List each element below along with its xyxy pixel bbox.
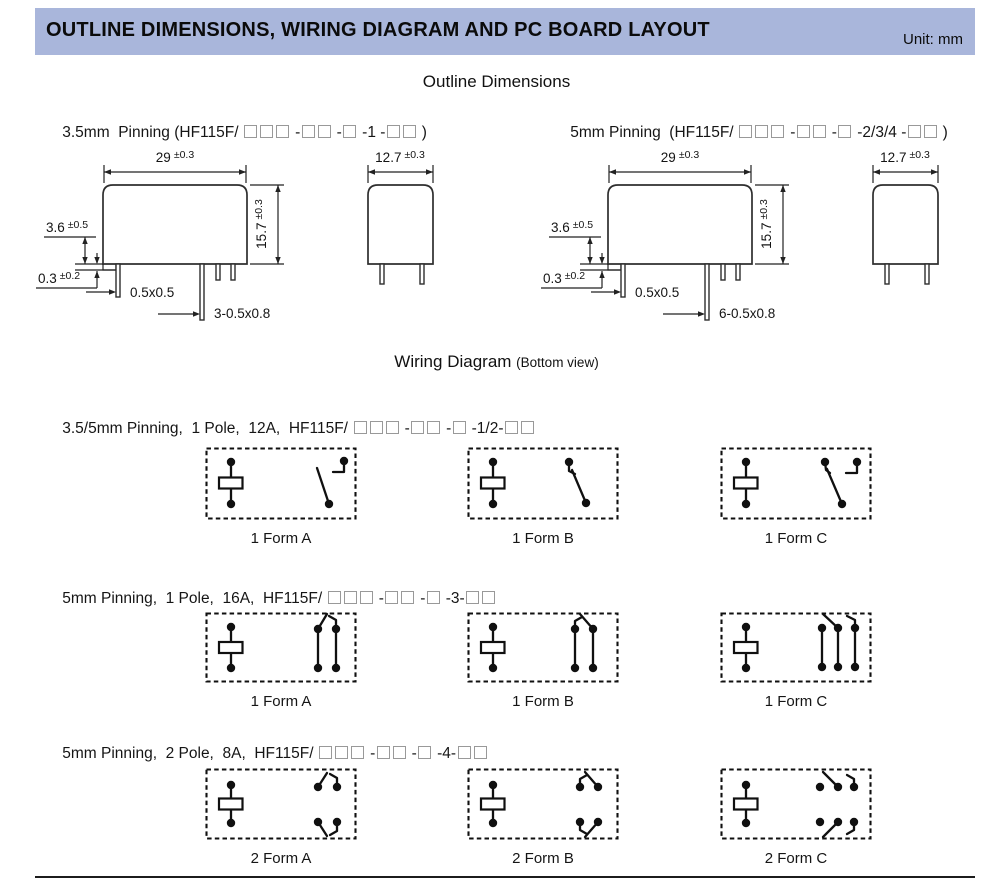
wiring-cell-2-form-b [467,612,619,710]
dim-pins-label: 6-0.5x0.8 [719,306,776,321]
schematic-label: 1 Form B [512,530,574,547]
dim-pin-label: 0.5x0.5 [130,285,175,300]
wiring-title-text: Wiring Diagram [394,352,512,371]
contact-pin [721,264,725,280]
relay-schematic-2-form-a [205,768,357,840]
dim-pin-label: 0.5x0.5 [635,285,680,300]
relay-schematic-1-form-a [205,447,357,520]
schematic-label: 1 Form C [764,530,828,547]
side-pin [380,264,384,284]
bottom-divider [35,876,975,878]
relay-body-front [103,185,247,264]
wiring-cell-3-form-c [720,768,872,867]
contact-pin-long [200,264,204,320]
part-number-boxes: - - -1 - ) [243,124,427,141]
caption-text: 5mm Pinning (HF115F/ [570,124,738,141]
dim-seating-label: 0.3 $^{\pm 0.2}$ [38,270,81,286]
schematic-label: 1 Form A [250,530,312,547]
relay-schematic-2-form-c [720,768,872,840]
outline-section-title: Outline Dimensions [422,72,571,91]
unit-label: Unit: mm [903,31,963,48]
caption-text: 5mm Pinning, 2 Pole, 8A, HF115F/ [62,745,318,762]
caption-text: 3.5/5mm Pinning, 1 Pole, 12A, HF115F/ [62,420,353,437]
dim-width-label: 29 $^{\pm 0.3}$ [660,149,700,165]
wiring-cell-1-form-a [205,447,357,547]
schematic-label: 1 Form B [512,693,574,710]
side-pin [885,264,889,284]
side-pin [420,264,424,284]
relay-schematic-16a-form-a [205,612,357,683]
wiring-subtitle-text: (Bottom view) [516,355,599,370]
schematic-label: 2 Form A [250,850,312,867]
schematic-label: 2 Form B [512,850,574,867]
relay-schematic-1-form-b [467,447,619,520]
part-number-boxes: - - -1/2- [352,420,535,437]
dim-height-label: $15.7^{\pm 0.3}$ [253,199,269,249]
dim-height-label: $15.7^{\pm 0.3}$ [758,199,774,249]
dim-seating-label: 0.3 $^{\pm 0.2}$ [543,270,586,286]
caption-text: 3.5mm Pinning (HF115F/ [62,124,243,141]
dim-standoff-label: 3.6 $^{\pm 0.5}$ [46,219,89,235]
contact-pin [216,264,220,280]
side-pin [925,264,929,284]
wiring-cell-2-form-c [720,612,872,710]
dim-standoff-label: 3.6 $^{\pm 0.5}$ [551,219,594,235]
relay-schematic-1-form-c [720,447,872,520]
wiring-cell-1-form-b [467,447,619,547]
contact-pin [231,264,235,280]
relay-schematic-16a-form-c [720,612,872,683]
schematic-label: 2 Form C [764,850,828,867]
relay-schematic-16a-form-b [467,612,619,683]
outline-drawing-5mm [535,142,993,328]
wiring-section-title [0,352,993,372]
coil-pin [116,264,120,297]
coil-pin [621,264,625,297]
dim-pins-label: 3-0.5x0.8 [214,306,271,321]
part-number-boxes: - - -3- [326,590,496,607]
part-number-boxes: - - -2/3/4 - ) [738,124,948,141]
dim-width-label: 29 $^{\pm 0.3}$ [155,149,195,165]
wiring-cell-1-form-c [720,447,872,547]
relay-body-front [608,185,752,264]
contact-pin-long [705,264,709,320]
caption-text: 5mm Pinning, 1 Pole, 16A, HF115F/ [62,590,327,607]
contact-pin [736,264,740,280]
outline-drawing-3p5mm [30,142,500,328]
schematic-label: 1 Form A [250,693,312,710]
wiring-cell-3-form-a [205,768,357,867]
relay-body-side [873,185,938,264]
wiring-cell-2-form-a [205,612,357,710]
wiring-cell-3-form-b [467,768,619,867]
relay-schematic-2-form-b [467,768,619,840]
dim-depth-label: 12.7 $^{\pm 0.3}$ [880,149,930,165]
header-bar [35,8,975,55]
page-title: OUTLINE DIMENSIONS, WIRING DIAGRAM AND PC BOARD LAYOUT [46,19,710,41]
dim-depth-label: 12.7 $^{\pm 0.3}$ [375,149,425,165]
schematic-label: 1 Form C [764,693,828,710]
relay-body-side [368,185,433,264]
part-number-boxes: - - -4- [318,745,488,762]
